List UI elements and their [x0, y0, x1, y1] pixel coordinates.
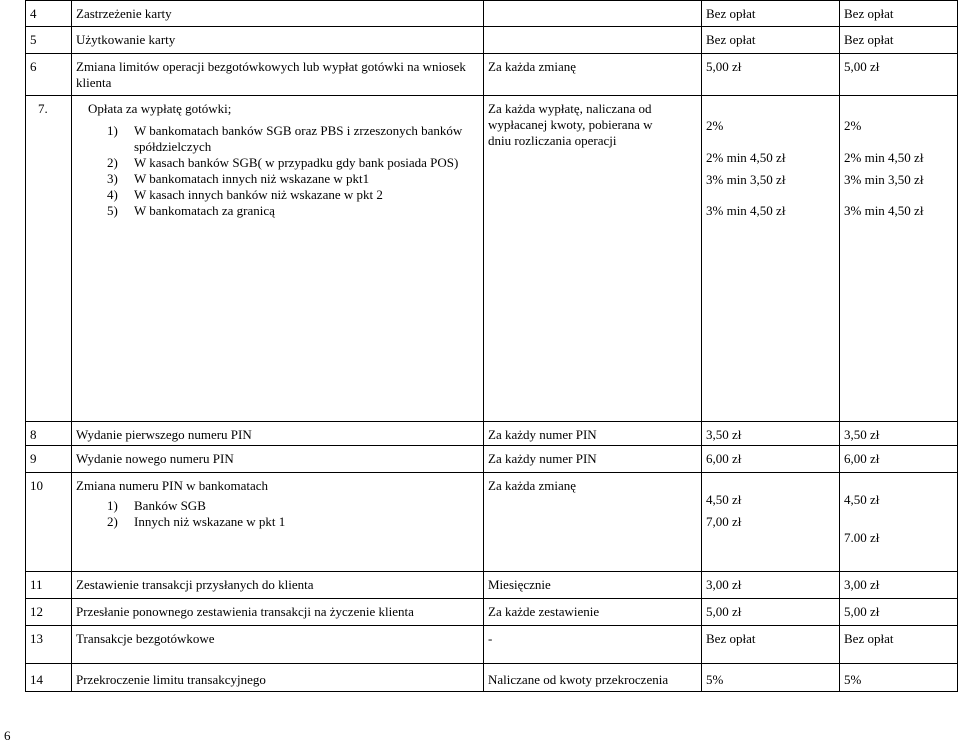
fee-description: Użytkowanie karty [72, 27, 484, 54]
fee-value-2: Bez opłat [840, 626, 958, 664]
fee-value-2: Bez opłat [840, 27, 958, 54]
list-item [76, 171, 479, 187]
fee-frequency-text: Za każda wypłatę, naliczana od wypłacanej kwoty, pobierana w dniu rozliczania operacji [488, 101, 653, 148]
fee-description: Przekroczenie limitu transakcyjnego [72, 664, 484, 692]
table-row [26, 664, 958, 692]
row-number: 14 [26, 664, 72, 692]
fee-value-2: 3,50 zł [840, 422, 958, 446]
fee-value-2 [840, 96, 958, 422]
fee-value-1 [702, 473, 840, 572]
list-item-text: W bankomatach za granicą [134, 203, 275, 218]
fee-value-1: Bez opłat [702, 1, 840, 27]
row-number: 4 [26, 1, 72, 27]
table-row [26, 473, 958, 572]
list-item-text: Innych niż wskazane w pkt 1 [134, 514, 286, 529]
table-row [26, 96, 958, 422]
list-item-index: 5) [107, 203, 118, 218]
list-item-index: 2) [107, 514, 118, 529]
fee-value-line: 2% min 4,50 zł [844, 150, 924, 165]
fee-description [72, 473, 484, 572]
fee-value-line: 2% min 4,50 zł [706, 150, 786, 165]
fee-value-line: 2% [706, 118, 724, 133]
row-number: 6 [26, 54, 72, 96]
fee-frequency: Za każda zmianę [484, 473, 702, 572]
fee-description: Wydanie pierwszego numeru PIN [72, 422, 484, 446]
list-item-index: 4) [107, 187, 118, 202]
list-item [76, 187, 479, 203]
fee-value-1: 3,00 zł [702, 572, 840, 599]
fee-description [72, 96, 484, 422]
fee-value-2 [840, 473, 958, 572]
fee-description-title: Zmiana numeru PIN w bankomatach [76, 478, 269, 493]
list-item-text: W bankomatach banków SGB oraz PBS i zrzeszonych banków spółdzielczych [134, 123, 463, 154]
row-number: 9 [26, 446, 72, 473]
table-row [26, 54, 958, 96]
fee-frequency [484, 1, 702, 27]
fee-frequency: - [484, 626, 702, 664]
fee-value-2: 3,00 zł [840, 572, 958, 599]
fee-description: Zmiana limitów operacji bezgotówkowych lub wypłat gotówki na wniosek klienta [72, 54, 484, 96]
fee-value-2: Bez opłat [840, 1, 958, 27]
fee-value-line: 3% min 4,50 zł [706, 203, 786, 218]
table-row [26, 446, 958, 473]
list-item [76, 155, 479, 171]
fee-value-line: 3% min 4,50 zł [844, 203, 924, 218]
list-item-text: W kasach banków SGB( w przypadku gdy bank posiada POS) [134, 155, 459, 170]
fee-value-1 [702, 96, 840, 422]
list-item-index: 1) [107, 498, 118, 513]
fee-frequency: Za każdy numer PIN [484, 422, 702, 446]
row-number: 5 [26, 27, 72, 54]
fee-value-2: 5,00 zł [840, 599, 958, 626]
list-item-index: 1) [107, 123, 118, 138]
list-item [76, 203, 479, 219]
fee-value-line: 4,50 zł [844, 492, 880, 507]
row-number: 7. [26, 96, 72, 422]
list-item-text: Banków SGB [134, 498, 206, 513]
list-item-text: W bankomatach innych niż wskazane w pkt1 [134, 171, 370, 186]
row-number: 12 [26, 599, 72, 626]
row-number: 11 [26, 572, 72, 599]
list-item [76, 514, 479, 530]
table-row [26, 422, 958, 446]
list-item-index: 3) [107, 171, 118, 186]
fee-value-line: 3% min 3,50 zł [844, 172, 924, 187]
fee-frequency: Miesięcznie [484, 572, 702, 599]
fee-value-line: 4,50 zł [706, 492, 742, 507]
fee-description-title: Opłata za wypłatę gotówki; [88, 101, 232, 116]
fees-table [25, 0, 958, 692]
table-row [26, 27, 958, 54]
fee-value-1: 3,50 zł [702, 422, 840, 446]
page-number: 6 [4, 728, 11, 743]
table-row [26, 599, 958, 626]
fee-description: Wydanie nowego numeru PIN [72, 446, 484, 473]
fee-value-1: Bez opłat [702, 626, 840, 664]
table-row [26, 1, 958, 27]
fee-description: Transakcje bezgotówkowe [72, 626, 484, 664]
fee-frequency: Za każda zmianę [484, 54, 702, 96]
list-item [76, 498, 479, 514]
fee-value-line: 7,00 zł [706, 514, 742, 529]
fee-value-line: 2% [844, 118, 862, 133]
fee-value-2: 5% [840, 664, 958, 692]
fee-frequency: Naliczane od kwoty przekroczenia [484, 664, 702, 692]
fee-value-1: 6,00 zł [702, 446, 840, 473]
fee-subitems [76, 123, 479, 219]
fee-frequency [484, 27, 702, 54]
fee-value-line: 3% min 3,50 zł [706, 172, 786, 187]
fee-value-1: Bez opłat [702, 27, 840, 54]
row-number: 10 [26, 473, 72, 572]
fee-value-2: 6,00 zł [840, 446, 958, 473]
table-row [26, 572, 958, 599]
fee-frequency [484, 96, 702, 422]
list-item-index: 2) [107, 155, 118, 170]
fee-description: Zastrzeżenie karty [72, 1, 484, 27]
fee-frequency: Za każdy numer PIN [484, 446, 702, 473]
fee-value-1: 5% [702, 664, 840, 692]
fee-value-line: 7.00 zł [844, 530, 880, 545]
list-item-text: W kasach innych banków niż wskazane w pkt 2 [134, 187, 383, 202]
list-item [76, 123, 479, 155]
fee-frequency: Za każde zestawienie [484, 599, 702, 626]
fee-value-1: 5,00 zł [702, 54, 840, 96]
fee-description: Zestawienie transakcji przysłanych do klienta [72, 572, 484, 599]
row-number: 8 [26, 422, 72, 446]
fee-value-1: 5,00 zł [702, 599, 840, 626]
fee-subitems [76, 498, 479, 530]
fee-value-2: 5,00 zł [840, 54, 958, 96]
table-row [26, 626, 958, 664]
row-number: 13 [26, 626, 72, 664]
fee-description: Przesłanie ponownego zestawienia transakcji na życzenie klienta [72, 599, 484, 626]
